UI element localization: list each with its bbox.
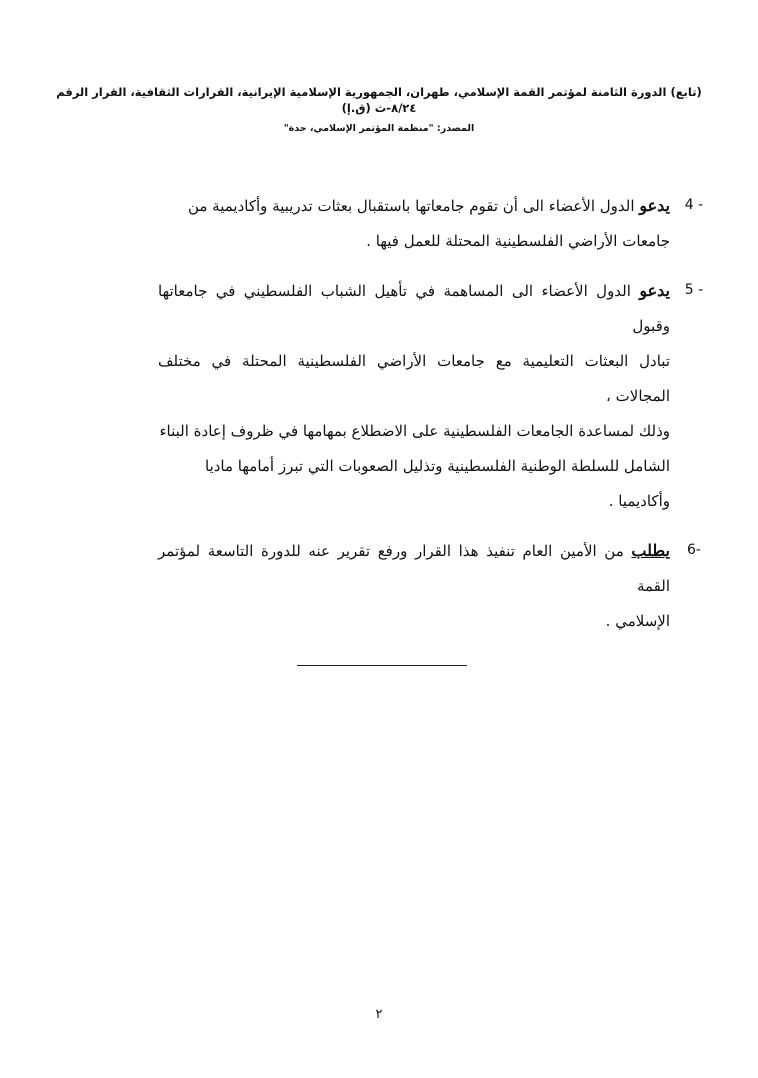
item-line: [158, 273, 670, 344]
page-number: ٢: [375, 1007, 383, 1022]
resolution-item: [40, 533, 718, 639]
document-header-title: (تابع) الدورة الثامنة لمؤتمر القمة الإسلامي، طهران، الجمهورية الإسلامية الإيرانية، القرارات الثقافية، القرار الرقم ٨/٢٤-ث (ق.إ): [56, 85, 702, 115]
resolution-item: [40, 188, 718, 259]
item-line: جامعات الأراضي الفلسطينية المحتلة للعمل فيها .: [366, 232, 670, 250]
item-line: تبادل البعثات التعليمية مع جامعات الأراضي الفلسطينية المحتلة في مختلف المجالات ،: [158, 352, 670, 405]
item-line: وذلك لمساعدة الجامعات الفلسطينية على الاضطلاع بمهامها في ظروف إعادة البناء: [159, 422, 670, 440]
item-text: الدول الأعضاء الى المساهمة في تأهيل الشباب الفلسطيني في جامعاتها وقبول: [158, 282, 670, 335]
document-source: المصدر: "منظمة المؤتمر الإسلامي، جدة": [283, 123, 475, 134]
item-verb: يدعو: [639, 281, 670, 300]
item-verb: يطلب: [631, 541, 670, 560]
item-number: 4 -: [684, 197, 704, 213]
item-number: 5 -: [684, 282, 704, 298]
item-text: من الأمين العام تنفيذ هذا القرار ورفع تقرير عنه للدورة التاسعة لمؤتمر القمة: [158, 542, 670, 595]
item-number: 6-: [687, 542, 701, 558]
item-body: [158, 188, 670, 259]
item-line: [158, 188, 670, 224]
item-line: [158, 533, 670, 604]
item-verb: يدعو: [639, 196, 670, 215]
end-rule-divider: [297, 665, 467, 666]
item-line: الإسلامي .: [605, 612, 670, 630]
resolution-item: [40, 273, 718, 519]
item-body: [158, 533, 670, 639]
resolution-items: [40, 188, 718, 639]
item-text: الدول الأعضاء الى أن تقوم جامعاتها باستقبال بعثات تدريبية وأكاديمية من: [187, 197, 635, 215]
item-line: الشامل للسلطة الوطنية الفلسطينية وتذليل الصعوبات التي تبرز أمامها ماديا وأكاديميا .: [205, 457, 670, 510]
item-body: [158, 273, 670, 519]
